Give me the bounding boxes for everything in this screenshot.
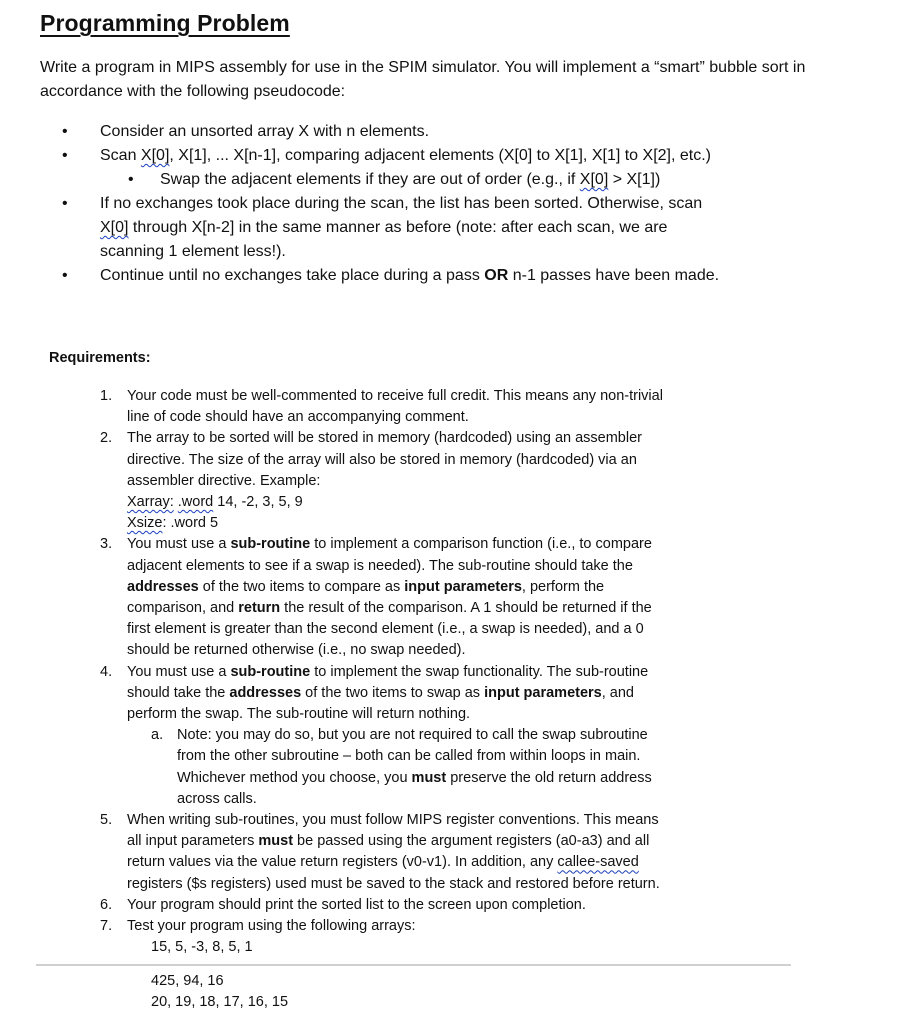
item-number: 3. bbox=[100, 536, 113, 553]
item-number: 7. bbox=[100, 918, 113, 935]
bullet-dot: • bbox=[62, 147, 68, 164]
bullet-item: • Consider an unsorted array X with n elements. bbox=[40, 120, 830, 144]
test-array: 15, 5, -3, 8, 5, 1 bbox=[151, 939, 253, 956]
requirements-list bbox=[98, 386, 738, 958]
requirement-item: 4. You must use a sub-routine to implement the swap functionality. The sub-routine should take the addresses of the two items to swap as input parameters, and perform the swap. The sub-routine will return nothing. a. Note: you may do so, but you are not required to call the swap subroutine from the other subroutine – both can be called from within loops in main. Whichever method you choose, you must preserve the old return address across calls. bbox=[98, 662, 738, 810]
code-example-size: Xsize: .word 5 bbox=[127, 515, 219, 532]
requirement-item: 6. Your program should print the sorted list to the screen upon completion. bbox=[98, 895, 738, 916]
intro-paragraph: Write a program in MIPS assembly for use in the SPIM simulator. You will implement a “smart” bubble sort in accordance with the following pseudocode: bbox=[40, 59, 806, 100]
test-arrays-continued bbox=[151, 971, 288, 1013]
test-array: 20, 19, 18, 17, 16, 15 bbox=[151, 994, 289, 1011]
bullet-item: • Continue until no exchanges take place during a pass OR n-1 passes have been made. bbox=[40, 264, 830, 288]
bullet-dot: • bbox=[62, 123, 68, 140]
item-letter: a. bbox=[151, 727, 164, 744]
item-number: 6. bbox=[100, 896, 113, 913]
pseudocode-list bbox=[40, 120, 830, 288]
bullet-dot: • bbox=[128, 171, 134, 188]
requirements-heading: Requirements: bbox=[49, 350, 151, 366]
bullet-dot: • bbox=[62, 195, 68, 212]
item-number: 4. bbox=[100, 663, 113, 680]
item-number: 2. bbox=[100, 430, 113, 447]
page-title: Programming Problem bbox=[40, 10, 290, 36]
bullet-item: • If no exchanges took place during the scan, the list has been sorted. Otherwise, scan X[0] through X[n-2] in the same manner as before (note: after each scan, we are scanning 1 element less!). bbox=[40, 192, 830, 264]
spellcheck-word: callee-saved bbox=[557, 854, 639, 871]
requirement-item: 1. Your code must be well-commented to receive full credit. This means any non-trivial line of code should have an accompanying comment. bbox=[100, 388, 663, 426]
requirement-item: 2. The array to be sorted will be stored in memory (hardcoded) using an assembler directive. The size of the array will also be stored in memory (hardcoded) via an assembler directive. Example: Xarray: .word 14, -2, 3, 5, 9 Xsize: .word 5 bbox=[98, 428, 738, 534]
item-number: 1. bbox=[100, 388, 113, 404]
page-divider bbox=[36, 964, 791, 966]
requirement-item: 5. When writing sub-routines, you must follow MIPS register conventions. This means all input parameters must be passed using the argument registers (a0-a3) and all return values via the value return registers (v0-v1). In addition, any callee-saved registers ($s registers) used must be saved to the stack and restored before return. bbox=[100, 812, 660, 892]
requirement-item: 7. Test your program using the following arrays: 15, 5, -3, 8, 5, 1 bbox=[98, 916, 738, 958]
spellcheck-word: X[0] bbox=[579, 171, 609, 188]
bullet-dot: • bbox=[62, 267, 68, 284]
spellcheck-word: X[0] bbox=[100, 219, 129, 236]
sub-bullet-item: • Swap the adjacent elements if they are out of order (e.g., if X[0] > X[1]) bbox=[40, 168, 830, 192]
item-number: 5. bbox=[100, 812, 113, 829]
sub-requirement-item: a. Note: you may do so, but you are not required to call the swap subroutine from the other subroutine – both can be called from within loops in main. Whichever method you choose, you must preserve the old return address across calls. bbox=[151, 727, 652, 807]
bullet-item: • Scan X[0], X[1], ... X[n-1], comparing adjacent elements (X[0] to X[1], X[1] to X[2], etc.) bbox=[40, 144, 830, 168]
spellcheck-word: X[0] bbox=[140, 147, 170, 164]
requirement-item: 3. You must use a sub-routine to implement a comparison function (i.e., to compare adjacent elements to see if a swap is needed). The sub-routine should take the addresses of the two items to compare as input parameters, perform the comparison, and return the result of the comparison. A 1 should be returned if the first element is greater than the second element (i.e., a swap is needed), and a 0 should be returned otherwise (i.e., no swap needed). bbox=[100, 536, 652, 659]
code-example-array: Xarray: .word 14, -2, 3, 5, 9 bbox=[127, 494, 303, 511]
test-array: 425, 94, 16 bbox=[151, 973, 224, 989]
